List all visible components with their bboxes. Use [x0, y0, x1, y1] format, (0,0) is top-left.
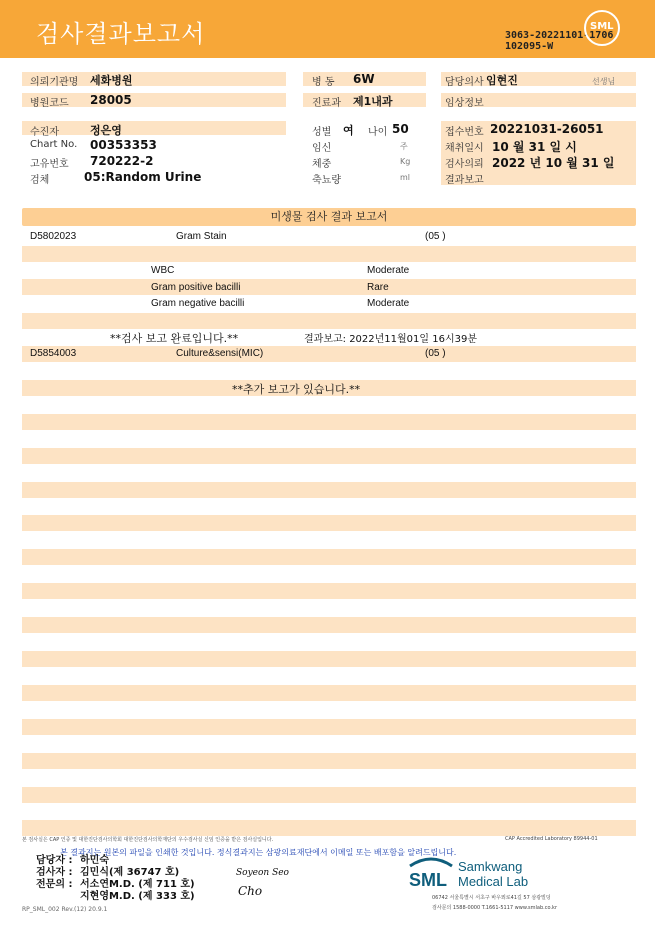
stripe-row	[22, 651, 636, 667]
patient-name-label: 수진자	[30, 127, 59, 138]
tester-value: 김민식(제 36747 호)	[80, 867, 180, 878]
stripe-row	[22, 448, 636, 464]
lab-name-line2: Medical Lab	[458, 874, 529, 889]
id-no-value: 720222-2	[90, 154, 154, 168]
section-title: 미생물 검사 결과 보고서	[22, 208, 636, 226]
stripe-row	[22, 279, 636, 295]
lab-name-line1: Samkwang	[458, 859, 523, 874]
stripe-row	[22, 313, 636, 329]
stripe-row	[22, 719, 636, 735]
test1-name: Gram Stain	[176, 231, 227, 242]
chart-no-label: Chart No.	[30, 139, 78, 150]
stripe-row	[22, 549, 636, 565]
dept-label: 진료과	[312, 98, 341, 109]
header-logo-text: SML	[590, 21, 614, 32]
fine-print: 본 검사실은 CAP 인증 및 대한진단검사의학회 대한진단검사의학재단의 우수검사실 신임 인증을 받은 검사실입니다.	[22, 837, 274, 843]
pregnancy-unit: 주	[400, 142, 408, 151]
signature-2: Cho	[238, 884, 263, 898]
sex-label: 성별	[312, 127, 332, 138]
ward-value: 6W	[353, 72, 375, 86]
result-value: Moderate	[367, 265, 410, 276]
ward-label: 병 동	[312, 77, 335, 88]
pregnancy-label: 임신	[312, 143, 332, 154]
lab-address: 06742 서울특별시 서초구 바우뫼로41길 57 삼광빌딩	[432, 895, 551, 901]
receipt-label: 접수번호	[445, 127, 484, 138]
sex-value: 여	[343, 124, 354, 137]
form-code: RP_SML_002 Rev.(12) 20.9.1	[22, 906, 108, 913]
stripe-row	[22, 515, 636, 531]
collect-value: 10 월 31 일 시	[492, 140, 577, 154]
report-code-line2: 102095-W	[505, 41, 554, 52]
weight-unit: Kg	[400, 157, 411, 166]
test2-specimen: (05 )	[425, 348, 446, 359]
stripe-row	[22, 583, 636, 599]
complete-note: **검사 보고 완료입니다.**	[110, 332, 239, 345]
hospital-label: 의뢰기관명	[30, 77, 79, 88]
lab-logo-text: SML	[409, 870, 447, 890]
extra-note: **추가 보고가 있습니다.**	[232, 383, 361, 396]
logo-arc	[410, 859, 452, 866]
report-title: 검사결과보고서	[36, 20, 206, 48]
lab-contact: 검사문의 1588-0000 T.1661-5117 www.smlab.co.kr	[432, 905, 557, 911]
hospital-value: 세화병원	[90, 74, 133, 87]
chart-no-value: 00353353	[90, 138, 157, 152]
request-label: 검사의뢰	[445, 159, 484, 170]
stripe-row	[22, 820, 636, 836]
specialist-label: 전문의 :	[36, 879, 73, 890]
result-value: Moderate	[367, 298, 410, 309]
test1-code: D5802023	[30, 231, 77, 242]
tester-label: 검사자 :	[36, 867, 73, 878]
urine-unit: ml	[400, 173, 411, 182]
id-no-label: 고유번호	[30, 159, 69, 170]
stripe-row	[22, 787, 636, 803]
dept-value: 제1내과	[353, 95, 393, 108]
doctor-label: 담당의사	[445, 77, 484, 88]
sml-lab-logo-icon	[406, 854, 456, 890]
result-name: Gram negative bacilli	[151, 298, 245, 309]
info-band	[22, 121, 286, 135]
test2-code: D5854003	[30, 348, 77, 359]
patient-name-value: 정은영	[90, 124, 122, 137]
specimen-value: 05:Random Urine	[84, 170, 202, 184]
hospital-code-label: 병원코드	[30, 98, 69, 109]
result-name: Gram positive bacilli	[151, 282, 241, 293]
signature-1: Soyeon Seo	[236, 868, 289, 878]
stripe-row	[22, 753, 636, 769]
manager-value: 하민숙	[80, 855, 109, 866]
stripe-row	[22, 346, 636, 362]
age-label: 나이	[368, 127, 388, 138]
stripe-row	[22, 246, 636, 262]
stripe-row	[22, 414, 636, 430]
age-value: 50	[392, 122, 409, 136]
doctor-value: 임현진	[486, 74, 518, 87]
test2-name: Culture&sensi(MIC)	[176, 348, 264, 359]
result-value: Rare	[367, 282, 389, 293]
report-code-line1: 3063-20221101-1706	[505, 30, 614, 41]
hospital-code-value: 28005	[90, 93, 132, 107]
cap-note: CAP Accredited Laboratory 89944-01	[505, 836, 598, 842]
specialist1-value: 서소연M.D. (제 711 호)	[80, 879, 195, 890]
urine-label: 축뇨량	[312, 175, 341, 186]
specimen-label: 검체	[30, 175, 50, 186]
result-name: WBC	[151, 265, 175, 276]
doctor-suffix: 선생님	[592, 77, 616, 86]
manager-label: 담당자 :	[36, 855, 73, 866]
specialist2-value: 지현영M.D. (제 333 호)	[80, 891, 195, 902]
stripe-row	[22, 482, 636, 498]
receipt-value: 20221031-26051	[490, 122, 604, 136]
stripe-row	[22, 685, 636, 701]
stripe-row	[22, 617, 636, 633]
report-time: 결과보고: 2022년11월01일 16시39분	[304, 334, 478, 345]
test1-specimen: (05 )	[425, 231, 446, 242]
request-value: 2022 년 10 월 31 일	[492, 156, 615, 170]
collect-label: 채취일시	[445, 143, 484, 154]
weight-label: 체중	[312, 159, 332, 170]
disclaimer-note: 본 결과지는 원본의 파일을 인쇄한 것입니다. 정식결과지는 삼광의료재단에서 이메일 또는 배포함을 알려드립니다.	[60, 848, 457, 857]
report-label: 결과보고	[445, 175, 484, 186]
clinical-info-label: 임상정보	[445, 98, 484, 109]
